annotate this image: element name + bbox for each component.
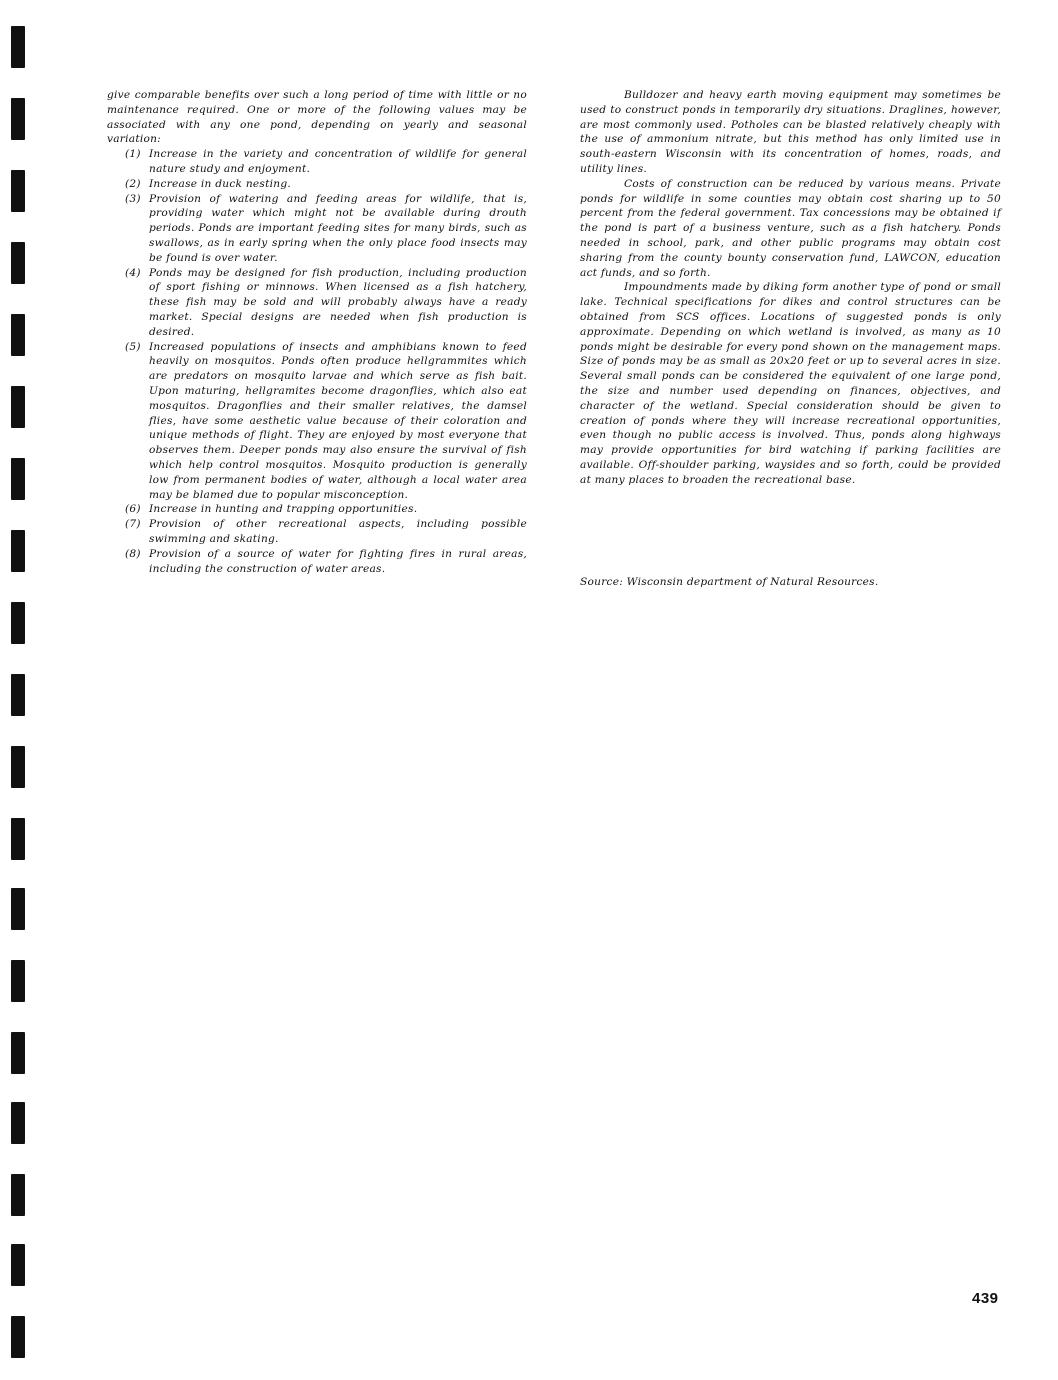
list-item-number: (5) <box>125 340 141 353</box>
list-item <box>107 147 527 177</box>
list-item-text: Ponds may be designed for fish production, including production of sport fishing or minnows. When licensed as a fish hatchery, these fish may be sold and will probably always have a ready market. Special designs are needed when fish production is desired. <box>149 266 527 338</box>
list-item-text: Provision of other recreational aspects, including possible swimming and skating. <box>149 518 527 545</box>
list-item-number: (6) <box>125 503 141 516</box>
binding-hole <box>11 818 25 860</box>
binding-hole <box>11 242 25 284</box>
list-item <box>107 266 527 340</box>
binding-hole <box>11 602 25 644</box>
list-item-number: (7) <box>125 518 141 531</box>
list-item-text: Increase in the variety and concentration of wildlife for general nature study and enjoyment. <box>149 148 527 175</box>
left-column <box>107 88 527 576</box>
list-item <box>107 177 527 192</box>
binding-holes <box>11 0 25 1380</box>
right-column <box>580 88 1001 488</box>
list-item-number: (4) <box>125 266 141 279</box>
binding-hole <box>11 386 25 428</box>
intro-paragraph: give comparable benefits over such a long period of time with little or no maintenance required. One or more of the following values may be associated with any one pond, depending on yearly and seasonal variation: <box>107 89 527 146</box>
list-item-text: Increase in hunting and trapping opportunities. <box>149 503 418 516</box>
binding-hole <box>11 1174 25 1216</box>
list-item-number: (3) <box>125 192 141 205</box>
benefits-list <box>107 147 527 576</box>
list-item-text: Provision of a source of water for fighting fires in rural areas, including the construction of water areas. <box>149 547 527 575</box>
binding-hole <box>11 458 25 500</box>
list-item-text: Increased populations of insects and amphibians known to feed heavily on mosquitos. Ponds often produce hellgrammites which are predators on mosquito larvae and which serve as fish bait. Upon maturing, hellgramites become dragonflies, which also eat mosquitos. Dragonflies and their smaller relatives, the damsel flies, have some aesthetic value because of their coloration and unique methods of flight. They are enjoyed by most everyone that observes them. Deeper ponds may also ensure the survival of fish which help control mosquitos. Mosquito production is generally low from permanent bodies of water, although a local water area may be blamed due to popular misconception. <box>149 340 527 501</box>
list-item-text: Provision of watering and feeding areas for wildlife, that is, providing water which might not be available during drouth periods. Ponds are important feeding sites for many birds, such as swallows, as in early spring when the only place food insects may be found is over water. <box>149 192 527 264</box>
binding-hole <box>11 314 25 356</box>
impoundments-paragraph: Impoundments made by diking form another type of pond or small lake. Technical specifications for dikes and control structures can be obtained from SCS offices. Locations of suggested ponds is only approximate. Depending on which wetland is involved, as many as 10 ponds might be desirable for every pond shown on the management maps. Size of ponds may be as small as 20x20 feet or up to several acres in size. Several small ponds can be considered the equivalent of one large pond, the size and number used depending on finances, objectives, and character of the wetland. Special consideration should be given to creation of ponds where they will increase recreational opportunities, even though no public access is involved. Thus, ponds along highways may provide opportunities for bird watching if parking facilities are available. Off-shoulder parking, waysides and so forth, could be provided at many places to broaden the recreational base. <box>580 281 1001 486</box>
binding-hole <box>11 746 25 788</box>
binding-hole <box>11 26 25 68</box>
list-item-text: Increase in duck nesting. <box>149 177 291 190</box>
binding-hole <box>11 98 25 140</box>
binding-hole <box>11 1102 25 1144</box>
list-item <box>107 192 527 266</box>
binding-hole <box>11 530 25 572</box>
list-item-number: (1) <box>125 148 141 161</box>
binding-hole <box>11 1316 25 1358</box>
list-item-number: (8) <box>125 547 141 560</box>
binding-hole <box>11 888 25 930</box>
page-number: 439 <box>972 1290 999 1307</box>
list-item <box>107 340 527 503</box>
construction-paragraph: Bulldozer and heavy earth moving equipment may sometimes be used to construct ponds in temporarily dry situations. Draglines, however, are most commonly used. Potholes can be blasted relatively cheaply with the use of ammonium nitrate, but this method has only limited use in south-eastern Wisconsin with its concentration of homes, roads, and utility lines. <box>580 89 1001 175</box>
source-note: Source: Wisconsin department of Natural Resources. <box>580 576 879 588</box>
costs-paragraph: Costs of construction can be reduced by various means. Private ponds for wildlife in some counties may obtain cost sharing up to 50 percent from the federal government. Tax concessions may be obtained if the pond is part of a business venture, such as a fish hatchery. Ponds needed in school, park, and other public programs may obtain cost sharing from the county bounty conservation fund, LAWCON, education act funds, and so forth. <box>580 177 1001 279</box>
list-item <box>107 517 527 547</box>
list-item-number: (2) <box>125 177 141 190</box>
binding-hole <box>11 674 25 716</box>
list-item <box>107 547 527 577</box>
binding-hole <box>11 960 25 1002</box>
binding-hole <box>11 1032 25 1074</box>
binding-hole <box>11 170 25 212</box>
list-item <box>107 502 527 517</box>
binding-hole <box>11 1244 25 1286</box>
